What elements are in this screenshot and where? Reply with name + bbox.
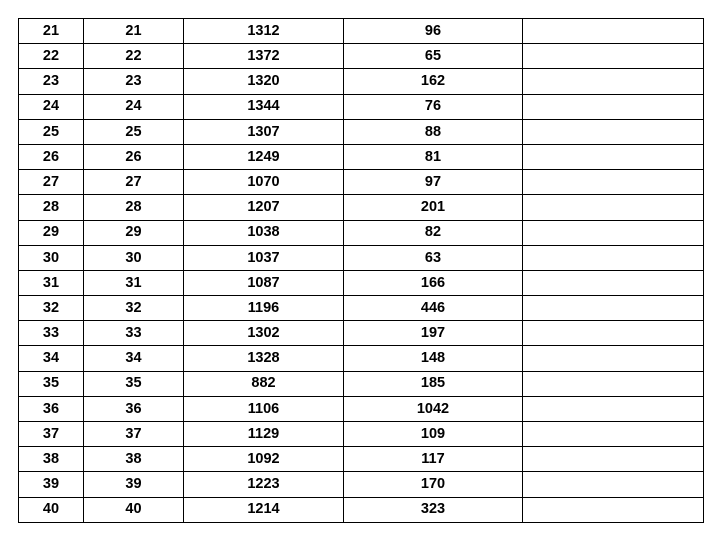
table-cell: 65 <box>344 44 523 69</box>
table-cell <box>523 119 704 144</box>
table-cell: 26 <box>19 144 84 169</box>
table-cell <box>523 371 704 396</box>
table-cell: 1344 <box>184 94 344 119</box>
table-cell: 1214 <box>184 497 344 522</box>
table-cell: 31 <box>19 270 84 295</box>
table-cell: 34 <box>19 346 84 371</box>
table-cell: 185 <box>344 371 523 396</box>
table-cell <box>523 220 704 245</box>
table-cell: 29 <box>84 220 184 245</box>
table-row <box>19 44 704 69</box>
table-cell: 26 <box>84 144 184 169</box>
table-cell: 23 <box>19 69 84 94</box>
table-cell: 27 <box>19 170 84 195</box>
table-cell: 1038 <box>184 220 344 245</box>
table-cell <box>523 447 704 472</box>
table-cell: 166 <box>344 270 523 295</box>
table-cell: 197 <box>344 321 523 346</box>
table-cell: 446 <box>344 296 523 321</box>
table-row <box>19 119 704 144</box>
table-row <box>19 94 704 119</box>
table-row <box>19 447 704 472</box>
table-cell <box>523 472 704 497</box>
table-cell <box>523 144 704 169</box>
table-cell: 33 <box>84 321 184 346</box>
table-cell <box>523 270 704 295</box>
table-cell <box>523 422 704 447</box>
table-cell: 81 <box>344 144 523 169</box>
table-cell: 97 <box>344 170 523 195</box>
table-cell <box>523 346 704 371</box>
table-row <box>19 422 704 447</box>
table-cell: 21 <box>84 19 184 44</box>
table-cell: 1196 <box>184 296 344 321</box>
table-cell: 37 <box>84 422 184 447</box>
table-cell: 22 <box>19 44 84 69</box>
table-cell: 1129 <box>184 422 344 447</box>
table-cell: 1037 <box>184 245 344 270</box>
table-cell: 35 <box>84 371 184 396</box>
table-cell <box>523 44 704 69</box>
table-cell: 36 <box>84 396 184 421</box>
table-row <box>19 396 704 421</box>
table-cell: 882 <box>184 371 344 396</box>
table-cell: 28 <box>19 195 84 220</box>
table-cell: 76 <box>344 94 523 119</box>
table-cell: 1042 <box>344 396 523 421</box>
table-row <box>19 170 704 195</box>
table-cell: 1092 <box>184 447 344 472</box>
table-cell: 40 <box>84 497 184 522</box>
table-row <box>19 270 704 295</box>
table-cell: 21 <box>19 19 84 44</box>
table-cell: 63 <box>344 245 523 270</box>
table-cell <box>523 94 704 119</box>
table-cell: 33 <box>19 321 84 346</box>
table-cell <box>523 497 704 522</box>
table-cell: 1207 <box>184 195 344 220</box>
table-cell: 1302 <box>184 321 344 346</box>
table-cell: 170 <box>344 472 523 497</box>
table-cell <box>523 321 704 346</box>
table-cell: 1320 <box>184 69 344 94</box>
table-cell: 24 <box>19 94 84 119</box>
table-cell: 22 <box>84 44 184 69</box>
table-body <box>19 19 704 523</box>
table-cell: 162 <box>344 69 523 94</box>
table-cell: 39 <box>19 472 84 497</box>
table-cell: 148 <box>344 346 523 371</box>
table-cell: 96 <box>344 19 523 44</box>
table-cell: 32 <box>84 296 184 321</box>
table-cell: 25 <box>19 119 84 144</box>
table-cell: 38 <box>84 447 184 472</box>
table-row <box>19 144 704 169</box>
table-cell <box>523 170 704 195</box>
table-cell: 30 <box>19 245 84 270</box>
table-row <box>19 371 704 396</box>
table-cell: 23 <box>84 69 184 94</box>
table-row <box>19 296 704 321</box>
table-row <box>19 346 704 371</box>
table-cell: 34 <box>84 346 184 371</box>
table-row <box>19 195 704 220</box>
table-row <box>19 69 704 94</box>
table-cell: 88 <box>344 119 523 144</box>
table-row <box>19 497 704 522</box>
table-cell: 117 <box>344 447 523 472</box>
table-cell: 1328 <box>184 346 344 371</box>
table-row <box>19 245 704 270</box>
table-cell: 32 <box>19 296 84 321</box>
table-cell: 1372 <box>184 44 344 69</box>
table-cell: 31 <box>84 270 184 295</box>
table-cell: 1070 <box>184 170 344 195</box>
table-cell <box>523 195 704 220</box>
table-cell: 82 <box>344 220 523 245</box>
table-cell: 40 <box>19 497 84 522</box>
table-cell <box>523 69 704 94</box>
table-cell: 28 <box>84 195 184 220</box>
table-cell: 27 <box>84 170 184 195</box>
table-cell: 30 <box>84 245 184 270</box>
table-cell: 1307 <box>184 119 344 144</box>
table-cell: 1312 <box>184 19 344 44</box>
table-cell: 1249 <box>184 144 344 169</box>
table-cell: 1106 <box>184 396 344 421</box>
table-cell: 35 <box>19 371 84 396</box>
table-row <box>19 472 704 497</box>
table-row <box>19 220 704 245</box>
table-cell <box>523 396 704 421</box>
table-cell: 37 <box>19 422 84 447</box>
table-cell: 24 <box>84 94 184 119</box>
table-cell: 25 <box>84 119 184 144</box>
table-cell <box>523 19 704 44</box>
data-table <box>18 18 704 523</box>
table-cell: 109 <box>344 422 523 447</box>
table-cell: 36 <box>19 396 84 421</box>
table-row <box>19 321 704 346</box>
table-cell: 1223 <box>184 472 344 497</box>
table-cell <box>523 245 704 270</box>
table-cell <box>523 296 704 321</box>
table-cell: 1087 <box>184 270 344 295</box>
table-cell: 38 <box>19 447 84 472</box>
table-cell: 201 <box>344 195 523 220</box>
table-cell: 323 <box>344 497 523 522</box>
table-cell: 29 <box>19 220 84 245</box>
table-cell: 39 <box>84 472 184 497</box>
table-row <box>19 19 704 44</box>
document-page <box>18 18 703 523</box>
